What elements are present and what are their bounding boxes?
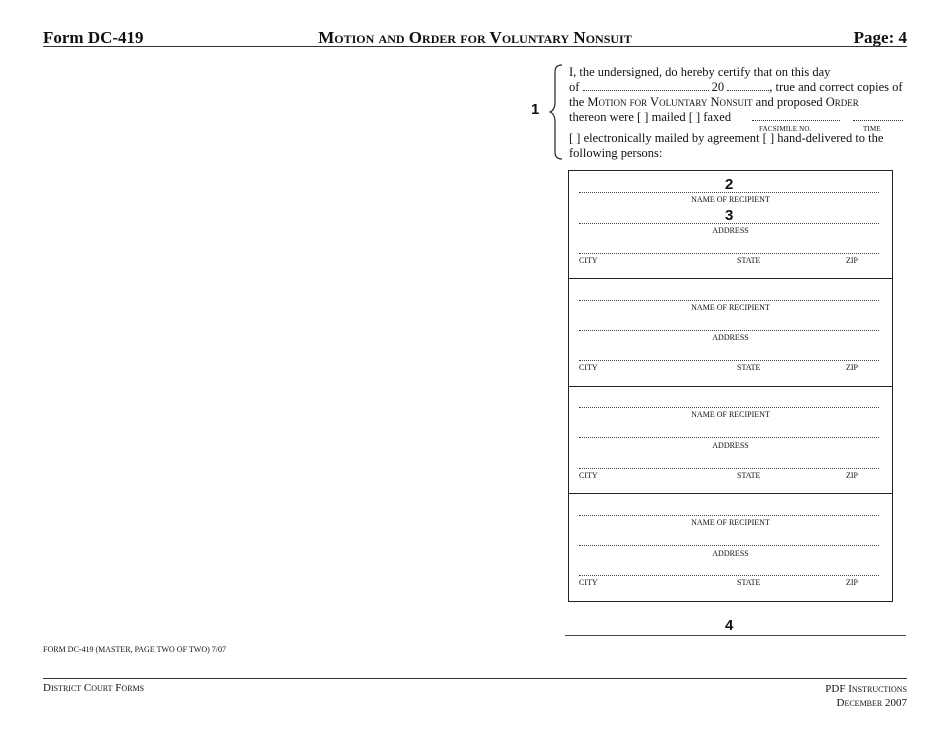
city-state-zip-line[interactable] xyxy=(579,360,879,361)
address-label: ADDRESS xyxy=(712,333,749,342)
name-label: NAME OF RECIPIENT xyxy=(691,195,770,204)
recipient-block xyxy=(569,171,892,279)
time-blank[interactable] xyxy=(853,110,903,121)
footer-right-line-1: PDF Instructions xyxy=(825,683,907,695)
address-line[interactable] xyxy=(579,330,879,331)
address-label: ADDRESS xyxy=(712,226,749,235)
cert-mailed-faxed: thereon were [ ] mailed [ ] faxed xyxy=(569,110,732,124)
cert-line-5 xyxy=(569,131,899,146)
recipients-table xyxy=(568,170,893,602)
cert-order: Order xyxy=(825,95,859,109)
name-line[interactable] xyxy=(579,515,879,516)
name-label: NAME OF RECIPIENT xyxy=(691,518,770,527)
page-number: Page: 4 xyxy=(853,28,907,47)
name-line[interactable] xyxy=(579,407,879,408)
form-master-note: FORM DC-419 (MASTER, PAGE TWO OF TWO) 7/07 xyxy=(43,645,226,654)
day-blank[interactable] xyxy=(583,80,709,91)
signature-line[interactable] xyxy=(565,635,906,636)
footer-rule xyxy=(43,678,907,679)
header-rule xyxy=(43,46,907,47)
facsimile-blank[interactable] xyxy=(752,110,840,121)
callout-2: 2 xyxy=(725,176,734,193)
form-id: Form DC-419 xyxy=(43,28,144,47)
city-label: CITY xyxy=(579,363,598,372)
address-line[interactable] xyxy=(579,437,879,438)
address-label: ADDRESS xyxy=(712,441,749,450)
city-state-zip-line[interactable] xyxy=(579,575,879,576)
cert-line-4 xyxy=(569,110,899,133)
facsimile-label: FACSIMILE NO. xyxy=(759,125,812,133)
page-title: Motion and Order for Voluntary Nonsuit xyxy=(318,28,632,47)
footer-right-line-2: December 2007 xyxy=(836,697,907,709)
cert-text-2: , true and correct copies of xyxy=(769,80,903,94)
cert-of-label: of xyxy=(569,80,580,94)
certificate-of-service xyxy=(569,65,903,161)
name-line[interactable] xyxy=(579,192,879,193)
cert-motion-title: Motion for Voluntary Nonsuit xyxy=(587,95,753,109)
brace-icon xyxy=(549,64,563,160)
recipient-block xyxy=(569,494,892,601)
state-label: STATE xyxy=(737,256,761,265)
cert-the: the xyxy=(569,95,585,109)
state-label: STATE xyxy=(737,471,761,480)
zip-label: ZIP xyxy=(846,471,858,480)
cert-delivery-options: [ ] electronically mailed by agreement [ ] hand-delivered to the xyxy=(569,131,884,145)
recipient-block xyxy=(569,386,892,494)
city-label: CITY xyxy=(579,578,598,587)
state-label: STATE xyxy=(737,363,761,372)
city-label: CITY xyxy=(579,471,598,480)
cert-line-3 xyxy=(569,95,899,110)
zip-label: ZIP xyxy=(846,256,858,265)
cert-following: following persons: xyxy=(569,146,663,160)
callout-3: 3 xyxy=(725,207,734,224)
cert-line-2 xyxy=(569,80,903,95)
footer-right xyxy=(825,682,907,710)
cert-year-prefix: 20 xyxy=(711,80,725,94)
zip-label: ZIP xyxy=(846,578,858,587)
city-state-zip-line[interactable] xyxy=(579,253,879,254)
name-line[interactable] xyxy=(579,300,879,301)
cert-and-proposed: and proposed xyxy=(755,95,823,109)
name-label: NAME OF RECIPIENT xyxy=(691,303,770,312)
footer-left: District Court Forms xyxy=(43,682,145,694)
cert-line-1 xyxy=(569,65,899,80)
cert-text-1: I, the undersigned, do hereby certify that on this day xyxy=(569,65,831,79)
year-blank[interactable] xyxy=(727,80,769,91)
city-state-zip-line[interactable] xyxy=(579,468,879,469)
time-label: TIME xyxy=(863,125,881,133)
recipient-block xyxy=(569,279,892,387)
address-line[interactable] xyxy=(579,545,879,546)
cert-line-6 xyxy=(569,146,899,161)
name-label: NAME OF RECIPIENT xyxy=(691,410,770,419)
callout-1: 1 xyxy=(531,101,540,118)
city-label: CITY xyxy=(579,256,598,265)
address-label: ADDRESS xyxy=(712,549,749,558)
state-label: STATE xyxy=(737,578,761,587)
callout-4: 4 xyxy=(725,617,734,634)
address-line[interactable] xyxy=(579,223,879,224)
zip-label: ZIP xyxy=(846,363,858,372)
